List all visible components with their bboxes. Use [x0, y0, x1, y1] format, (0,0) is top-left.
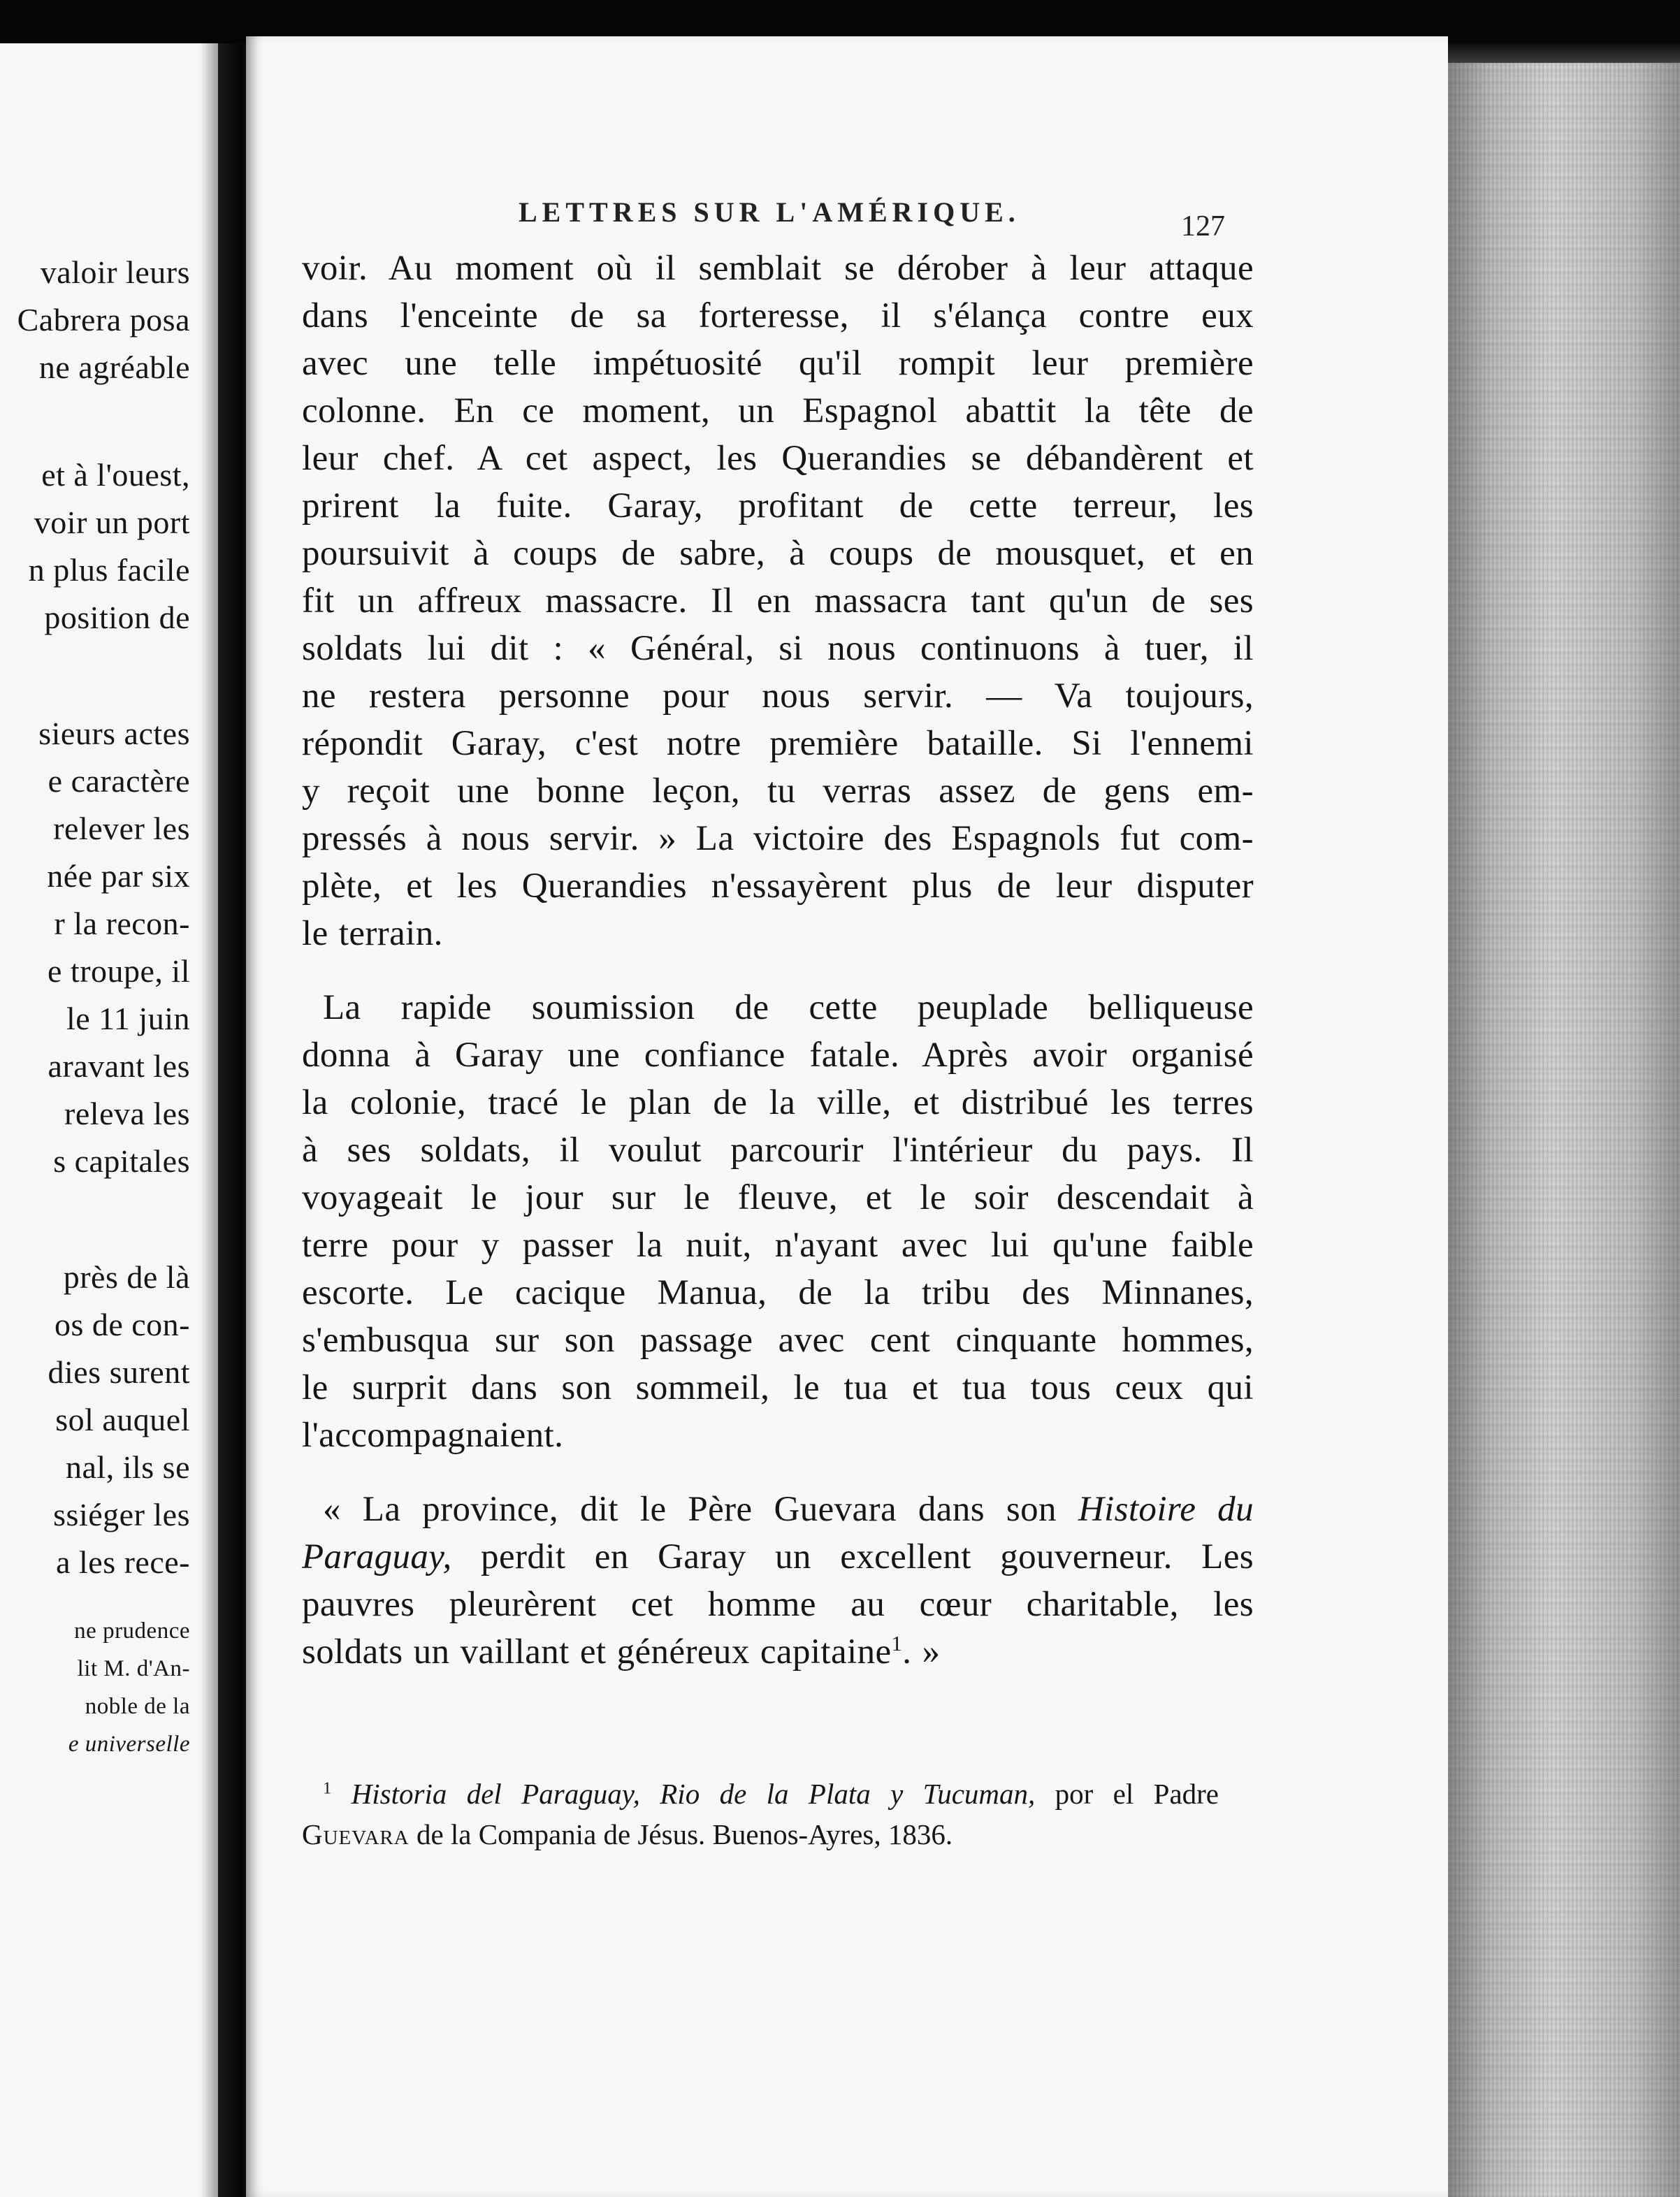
left-page-line: dies surent — [48, 1354, 190, 1390]
left-page-line: a les rece- — [56, 1544, 190, 1580]
left-page-line: aravant les — [48, 1048, 190, 1084]
body-line: la colonie, tracé le plan de la ville, et distribué les terres — [302, 1083, 1254, 1122]
body-line: La rapide soumission de cette peuplade belliqueuse — [323, 988, 1254, 1027]
body-text: perdit en Garay un excellent gouverneur. Les — [451, 1537, 1254, 1576]
left-page-line: sieurs actes — [38, 716, 190, 751]
body-line: pauvres pleurèrent cet homme au cœur charitable, les — [302, 1585, 1254, 1624]
body-line: soldats lui dit : « Général, si nous continuons à tuer, il — [302, 629, 1254, 668]
body-line: voir. Au moment où il semblait se dérober à leur attaque — [302, 249, 1254, 288]
body-line: plète, et les Querandies n'essayèrent plus de leur disputer — [302, 867, 1254, 906]
footnote-number: 1 — [323, 1778, 332, 1798]
body-line: donna à Garay une confiance fatale. Après avoir organisé — [302, 1036, 1254, 1075]
left-page-line: releva les — [64, 1096, 190, 1131]
left-page-gutter-shadow — [200, 43, 218, 2197]
body-line: dans l'enceinte de sa forteresse, il s'élança contre eux — [302, 296, 1254, 335]
body-line — [323, 1486, 1254, 1533]
body-line: ne restera personne pour nous servir. — Va toujours, — [302, 676, 1254, 716]
left-page-line: ne agréable — [38, 349, 190, 385]
left-page-footnote-line: e universelle — [68, 1732, 190, 1757]
footnote-line — [302, 1815, 1219, 1853]
left-page-line: et à l'ouest, — [41, 457, 190, 493]
body-line: à ses soldats, il voulut parcourir l'intérieur du pays. Il — [302, 1131, 1254, 1170]
left-page-line: e troupe, il — [48, 953, 190, 989]
body-line: leur chef. A cet aspect, les Querandies se débandèrent et — [302, 439, 1254, 478]
body-line: avec une telle impétuosité qu'il rompit leur première — [302, 344, 1254, 383]
left-page-footnote-line: lit M. d'An- — [77, 1656, 190, 1681]
page-number: 127 — [1181, 210, 1225, 242]
body-line: escorte. Le cacique Manua, de la tribu des Minnanes, — [302, 1273, 1254, 1312]
footnote-text: de la Compania de Jésus. Buenos-Ayres, 1836. — [409, 1818, 953, 1850]
left-page-line: ssiéger les — [53, 1497, 190, 1532]
left-page-line: voir un port — [34, 505, 190, 540]
book-title-italic: Paraguay, — [302, 1537, 452, 1576]
left-page-line: près de là — [63, 1259, 190, 1295]
left-page-line: sol auquel — [55, 1402, 190, 1437]
body-line: le surprit dans son sommeil, le tua et tua tous ceux qui — [302, 1368, 1254, 1407]
body-line: fit un affreux massacre. Il en massacra tant qu'un de ses — [302, 581, 1254, 621]
left-page-footnote-line: noble de la — [85, 1694, 190, 1719]
left-page-line: n plus facile — [28, 552, 190, 588]
body-line: prirent la fuite. Garay, profitant de cette terreur, les — [302, 486, 1254, 525]
footnote-line — [323, 1775, 1219, 1813]
footnote-author: Guevara — [302, 1818, 410, 1850]
left-page-line: le 11 juin — [66, 1001, 190, 1036]
left-page-line: nal, ils se — [66, 1449, 190, 1485]
left-page-line: Cabrera posa — [17, 302, 190, 338]
left-page-line: r la recon- — [54, 906, 190, 941]
body-line: pressés à nous servir. » La victoire des Espagnols fut com- — [302, 819, 1254, 858]
page-block-edge — [1448, 63, 1680, 2197]
body-text: . » — [902, 1632, 941, 1672]
body-text: « La province, dit le Père Guevara dans son — [323, 1490, 1078, 1529]
footnote-text: por el Padre — [1035, 1778, 1219, 1810]
left-facing-page — [0, 43, 218, 2197]
left-page-line: os de con- — [54, 1307, 190, 1342]
left-page-line: née par six — [47, 858, 190, 894]
body-line: y reçoit une bonne leçon, tu verras assez de gens em- — [302, 771, 1254, 811]
footnote-title: Historia del Paraguay, Rio de la Plata y Tucuman, — [351, 1778, 1036, 1810]
body-line: répondit Garay, c'est notre première bataille. Si l'ennemi — [302, 724, 1254, 763]
running-head: LETTRES SUR L'AMÉRIQUE. — [519, 196, 1020, 228]
body-line: colonne. En ce moment, un Espagnol abattit la tête de — [302, 391, 1254, 430]
body-line — [302, 1628, 1254, 1676]
left-page-line: s capitales — [53, 1143, 190, 1179]
body-line: terre pour y passer la nuit, n'ayant avec lui qu'une faible — [302, 1226, 1254, 1265]
body-line: l'accompagnaient. — [302, 1416, 564, 1455]
footnote-marker: 1 — [891, 1632, 903, 1655]
body-line: le terrain. — [302, 914, 443, 953]
left-page-footnote-line: ne prudence — [74, 1618, 190, 1644]
body-line: voyageait le jour sur le fleuve, et le soir descendait à — [302, 1178, 1254, 1217]
book-title-italic: Histoire du — [1078, 1490, 1254, 1529]
body-line: s'embusqua sur son passage avec cent cinquante hommes, — [302, 1321, 1254, 1360]
body-line: poursuivit à coups de sabre, à coups de mousquet, et en — [302, 534, 1254, 573]
left-page-line: e caractère — [48, 763, 190, 799]
left-page-line: relever les — [53, 811, 190, 846]
body-text: soldats un vaillant et généreux capitaine — [302, 1632, 892, 1672]
left-page-line: position de — [44, 600, 190, 635]
left-page-line: valoir leurs — [40, 254, 190, 290]
body-line — [302, 1533, 1254, 1581]
